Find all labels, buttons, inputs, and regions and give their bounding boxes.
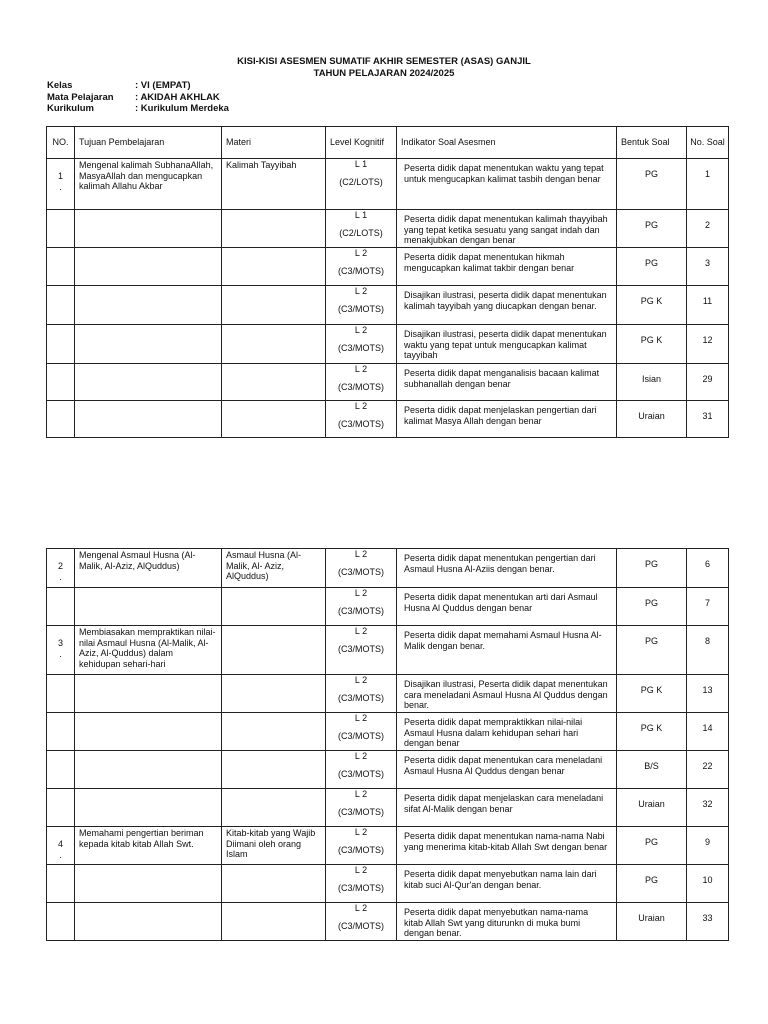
- level-cell: [326, 248, 397, 286]
- bentuk-cell-text: PG: [644, 598, 658, 608]
- bentuk-cell-text: PG: [644, 875, 658, 885]
- level-code: (C3/MOTS): [338, 605, 384, 616]
- nosoal-cell-text: 12: [702, 335, 713, 345]
- bentuk-cell: [617, 549, 687, 588]
- materi-cell: [222, 827, 326, 865]
- level-code: (C3/MOTS): [338, 303, 384, 314]
- row-number-text: 4 .: [57, 839, 63, 860]
- level-code: (C2/LOTS): [339, 176, 383, 187]
- indikator-cell-text: Peserta didik dapat memahami Asmaul Husna Al-Malik dengan benar.: [404, 630, 602, 651]
- col-header-bentuk: Bentuk Soal: [617, 127, 687, 159]
- table-row: [47, 751, 729, 789]
- col-header-tujuan: Tujuan Pembelajaran: [75, 127, 222, 159]
- bentuk-cell: [617, 588, 687, 626]
- indikator-cell: [397, 675, 617, 713]
- tujuan-cell-text: Mengenal kalimah SubhanaAllah, MasyaAllah dan mengucapkan kalimah Allahu Akbar: [79, 160, 214, 191]
- bentuk-cell: [617, 827, 687, 865]
- bentuk-cell: [617, 865, 687, 903]
- indikator-cell-text: Peserta didik dapat menyebutkan nama-nama kitab Allah Swt yang diturunkn di muka bumi dengan benar.: [404, 907, 589, 938]
- indikator-cell-text: Disajikan ilustrasi, peserta didik dapat menentukan waktu yang tepat untuk mengucapkan kalimat tayyibah: [404, 329, 607, 360]
- level-cell: [326, 675, 397, 713]
- tujuan-cell: [75, 713, 222, 751]
- nosoal-cell: [687, 675, 729, 713]
- level-cell: [326, 549, 397, 588]
- bentuk-cell-text: PG K: [640, 335, 663, 345]
- nosoal-cell-text: 31: [702, 411, 713, 421]
- nosoal-cell: [687, 549, 729, 588]
- level-cell: [326, 588, 397, 626]
- level-cell: [326, 364, 397, 401]
- indikator-cell: [397, 827, 617, 865]
- table-row: [47, 248, 729, 286]
- level-code: (C3/MOTS): [338, 418, 384, 429]
- table-row: [47, 364, 729, 401]
- level-code: (C3/MOTS): [338, 381, 384, 392]
- indikator-cell: [397, 325, 617, 364]
- indikator-cell: [397, 626, 617, 675]
- bentuk-cell-text: PG: [644, 636, 658, 646]
- materi-cell-text: Asmaul Husna (Al-Malik, Al- Aziz, AlQuddus): [226, 550, 302, 581]
- tujuan-cell: [75, 325, 222, 364]
- bentuk-cell-text: Isian: [641, 374, 661, 384]
- level-label: L 2: [354, 865, 368, 875]
- tujuan-cell: [75, 827, 222, 865]
- bentuk-cell: [617, 713, 687, 751]
- level-label: L 2: [354, 549, 368, 559]
- bentuk-cell: [617, 210, 687, 248]
- level-label: L 2: [354, 751, 368, 761]
- table-row: [47, 286, 729, 325]
- materi-cell: [222, 789, 326, 827]
- level-cell: [326, 325, 397, 364]
- row-number: [47, 865, 75, 903]
- bentuk-cell-text: Uraian: [638, 799, 665, 809]
- nosoal-cell: [687, 286, 729, 325]
- level-label: L 1: [354, 159, 368, 169]
- level-code: (C3/MOTS): [338, 730, 384, 741]
- document-meta: [47, 80, 229, 115]
- nosoal-cell-text: 2: [704, 220, 710, 230]
- tujuan-cell: [75, 159, 222, 210]
- nosoal-cell-text: 13: [702, 685, 713, 695]
- bentuk-cell: [617, 903, 687, 941]
- row-number: [47, 159, 75, 210]
- bentuk-cell-text: PG: [644, 220, 658, 230]
- meta-key: Kurikulum: [47, 103, 94, 114]
- bentuk-cell-text: PG K: [640, 723, 663, 733]
- level-label: L 2: [354, 325, 368, 335]
- nosoal-cell: [687, 401, 729, 438]
- table-row: [47, 903, 729, 941]
- level-cell: [326, 903, 397, 941]
- row-number: [47, 248, 75, 286]
- row-number: [47, 364, 75, 401]
- indikator-cell-text: Peserta didik dapat mempraktikkan nilai-nilai Asmaul Husna dalam kehidupan sehari hari dengan benar: [404, 717, 583, 748]
- tujuan-cell: [75, 364, 222, 401]
- materi-cell: [222, 325, 326, 364]
- materi-cell: [222, 159, 326, 210]
- level-label: L 2: [354, 789, 368, 799]
- level-label: L 2: [354, 401, 368, 411]
- level-label: L 2: [354, 675, 368, 685]
- tujuan-cell: [75, 401, 222, 438]
- table-row: [47, 865, 729, 903]
- materi-cell: [222, 248, 326, 286]
- col-header-materi: Materi: [222, 127, 326, 159]
- meta-key: Mata Pelajaran: [47, 91, 114, 103]
- level-label: L 1: [354, 210, 368, 220]
- materi-cell: [222, 364, 326, 401]
- bentuk-cell-text: PG K: [640, 296, 663, 306]
- row-number: [47, 210, 75, 248]
- col-header-level: Level Kognitif: [326, 127, 397, 159]
- row-number: [47, 903, 75, 941]
- document-title: KISI-KISI ASESMEN SUMATIF AKHIR SEMESTER (ASAS) GANJIL: [237, 56, 531, 67]
- tujuan-cell-text: Mengenal Asmaul Husna (Al-Malik, Al-Aziz, AlQuddus): [79, 550, 196, 571]
- nosoal-cell: [687, 827, 729, 865]
- kisi-kisi-table-2: [46, 548, 729, 941]
- indikator-cell-text: Peserta didik dapat menjelaskan pengertian dari kalimat Masya Allah dengan benar: [404, 405, 597, 426]
- materi-cell: [222, 903, 326, 941]
- tujuan-cell: [75, 751, 222, 789]
- indikator-cell: [397, 789, 617, 827]
- level-label: L 2: [354, 626, 368, 636]
- level-label: L 2: [354, 903, 368, 913]
- indikator-cell-text: Peserta didik dapat menentukan cara meneladani Asmaul Husna Al Quddus dengan benar: [404, 755, 603, 776]
- level-label: L 2: [354, 713, 368, 723]
- bentuk-cell: [617, 325, 687, 364]
- indikator-cell: [397, 286, 617, 325]
- meta-value: : AKIDAH AKHLAK: [135, 91, 220, 103]
- row-number-text: 2 .: [57, 561, 63, 582]
- level-code: (C3/MOTS): [338, 882, 384, 893]
- indikator-cell-text: Disajikan ilustrasi, peserta didik dapat menentukan kalimah tayyibah yang diucapkan dengan benar.: [404, 290, 607, 311]
- meta-row-mapel: [47, 92, 229, 104]
- bentuk-cell-text: B/S: [644, 761, 659, 771]
- col-header-nosoal: No. Soal: [687, 127, 729, 159]
- materi-cell: [222, 210, 326, 248]
- row-number: [47, 401, 75, 438]
- bentuk-cell-text: PG: [644, 559, 658, 569]
- bentuk-cell-text: PG: [644, 169, 658, 179]
- nosoal-cell-text: 29: [702, 374, 713, 384]
- indikator-cell-text: Peserta didik dapat menyebutkan nama lain dari kitab suci Al-Qur'an dengan benar.: [404, 869, 597, 890]
- nosoal-cell: [687, 751, 729, 789]
- nosoal-cell: [687, 903, 729, 941]
- row-number: [47, 286, 75, 325]
- row-number: [47, 751, 75, 789]
- nosoal-cell-text: 22: [702, 761, 713, 771]
- level-cell: [326, 751, 397, 789]
- nosoal-cell-text: 8: [704, 636, 710, 646]
- tujuan-cell-text: Membiasakan mempraktikan nilai-nilai Asmaul Husna (Al-Malik, Al-Aziz, Al-Quddus) dalam kehidupan sehari-hari: [79, 627, 216, 669]
- nosoal-cell-text: 3: [704, 258, 710, 268]
- level-cell: [326, 713, 397, 751]
- level-code: (C3/MOTS): [338, 844, 384, 855]
- row-number: [47, 827, 75, 865]
- bentuk-cell: [617, 789, 687, 827]
- indikator-cell-text: Peserta didik dapat menentukan nama-nama Nabi yang menerima kitab-kitab Allah Swt dengan benar: [404, 831, 608, 852]
- meta-value: : Kurikulum Merdeka: [135, 103, 229, 114]
- table-row: [47, 789, 729, 827]
- col-header-indikator: Indikator Soal Asesmen: [397, 127, 617, 159]
- nosoal-cell-text: 1: [704, 169, 710, 179]
- level-code: (C3/MOTS): [338, 692, 384, 703]
- nosoal-cell-text: 6: [704, 559, 710, 569]
- indikator-cell-text: Peserta didik dapat menentukan kalimah thayyibah yang tepat ketika sesuatu yang sangat indah dan menakjubkan dengan benar: [404, 214, 608, 245]
- level-code: (C2/LOTS): [339, 227, 383, 238]
- indikator-cell: [397, 713, 617, 751]
- bentuk-cell: [617, 364, 687, 401]
- tujuan-cell: [75, 210, 222, 248]
- table-row: [47, 675, 729, 713]
- row-number: [47, 713, 75, 751]
- kisi-kisi-table-1: [46, 126, 729, 438]
- row-number: [47, 789, 75, 827]
- tujuan-cell: [75, 588, 222, 626]
- level-cell: [326, 789, 397, 827]
- level-code: (C3/MOTS): [338, 566, 384, 577]
- indikator-cell-text: Peserta didik dapat menganalisis bacaan kalimat subhanallah dengan benar: [404, 368, 600, 389]
- indikator-cell: [397, 903, 617, 941]
- nosoal-cell: [687, 626, 729, 675]
- level-code: (C3/MOTS): [338, 643, 384, 654]
- table-row: [47, 827, 729, 865]
- bentuk-cell: [617, 401, 687, 438]
- row-number: [47, 325, 75, 364]
- row-number: [47, 626, 75, 675]
- bentuk-cell: [617, 751, 687, 789]
- level-cell: [326, 865, 397, 903]
- nosoal-cell: [687, 159, 729, 210]
- materi-cell: [222, 549, 326, 588]
- nosoal-cell: [687, 588, 729, 626]
- indikator-cell: [397, 549, 617, 588]
- indikator-cell: [397, 210, 617, 248]
- row-number-text: 1 .: [57, 171, 63, 192]
- indikator-cell: [397, 401, 617, 438]
- tujuan-cell: [75, 865, 222, 903]
- level-cell: [326, 626, 397, 675]
- meta-row-kelas: [47, 80, 229, 92]
- materi-cell-text: Kitab-kitab yang Wajib Diimani oleh orang Islam: [226, 828, 316, 859]
- table-row: [47, 549, 729, 588]
- indikator-cell: [397, 248, 617, 286]
- materi-cell: [222, 713, 326, 751]
- materi-cell: [222, 626, 326, 675]
- indikator-cell-text: Peserta didik dapat menentukan hikmah mengucapkan kalimat takbir dengan benar: [404, 252, 575, 273]
- nosoal-cell: [687, 865, 729, 903]
- materi-cell: [222, 751, 326, 789]
- materi-cell: [222, 401, 326, 438]
- level-cell: [326, 827, 397, 865]
- nosoal-cell: [687, 364, 729, 401]
- bentuk-cell: [617, 626, 687, 675]
- tujuan-cell: [75, 626, 222, 675]
- indikator-cell-text: Peserta didik dapat menentukan pengertian dari Asmaul Husna Al-Aziis dengan benar.: [404, 553, 596, 574]
- indikator-cell-text: Peserta didik dapat menentukan arti dari Asmaul Husna Al Quddus dengan benar: [404, 592, 598, 613]
- nosoal-cell-text: 11: [702, 296, 713, 306]
- bentuk-cell-text: PG K: [640, 685, 663, 695]
- indikator-cell: [397, 865, 617, 903]
- level-cell: [326, 401, 397, 438]
- bentuk-cell: [617, 248, 687, 286]
- materi-cell: [222, 675, 326, 713]
- bentuk-cell-text: Uraian: [638, 411, 665, 421]
- level-cell: [326, 210, 397, 248]
- nosoal-cell: [687, 210, 729, 248]
- table-row: [47, 325, 729, 364]
- tujuan-cell-text: Memahami pengertian beriman kepada kitab kitab Allah Swt.: [79, 828, 204, 849]
- nosoal-cell-text: 9: [704, 837, 710, 847]
- bentuk-cell: [617, 159, 687, 210]
- level-cell: [326, 286, 397, 325]
- nosoal-cell: [687, 248, 729, 286]
- level-code: (C3/MOTS): [338, 342, 384, 353]
- materi-cell: [222, 286, 326, 325]
- bentuk-cell: [617, 675, 687, 713]
- bentuk-cell-text: PG: [644, 258, 658, 268]
- table-row: [47, 713, 729, 751]
- nosoal-cell-text: 14: [702, 723, 713, 733]
- row-number-text: 3 .: [57, 638, 63, 659]
- meta-key: Kelas: [47, 80, 73, 91]
- tujuan-cell: [75, 789, 222, 827]
- table-row: [47, 626, 729, 675]
- tujuan-cell: [75, 675, 222, 713]
- indikator-cell: [397, 751, 617, 789]
- materi-cell-text: Kalimah Tayyibah: [226, 160, 297, 170]
- tujuan-cell: [75, 248, 222, 286]
- col-header-no: NO.: [47, 127, 75, 159]
- level-code: (C3/MOTS): [338, 806, 384, 817]
- row-number: [47, 549, 75, 588]
- materi-cell: [222, 865, 326, 903]
- nosoal-cell-text: 10: [702, 875, 713, 885]
- level-label: L 2: [354, 588, 368, 598]
- table-row: [47, 401, 729, 438]
- nosoal-cell: [687, 789, 729, 827]
- nosoal-cell: [687, 713, 729, 751]
- level-label: L 2: [354, 364, 368, 374]
- indikator-cell: [397, 588, 617, 626]
- table-row: [47, 159, 729, 210]
- document-subtitle: TAHUN PELAJARAN 2024/2025: [313, 68, 455, 79]
- nosoal-cell: [687, 325, 729, 364]
- nosoal-cell-text: 32: [702, 799, 713, 809]
- bentuk-cell-text: Uraian: [638, 913, 665, 923]
- nosoal-cell-text: 33: [702, 913, 713, 923]
- table-row: [47, 210, 729, 248]
- bentuk-cell: [617, 286, 687, 325]
- tujuan-cell: [75, 286, 222, 325]
- nosoal-cell-text: 7: [704, 598, 710, 608]
- indikator-cell-text: Peserta didik dapat menentukan waktu yang tepat untuk mengucapkan kalimat tasbih dengan benar: [404, 163, 604, 184]
- indikator-cell-text: Peserta didik dapat menjelaskan cara meneladani sifat Al-Malik dengan benar: [404, 793, 604, 814]
- level-label: L 2: [354, 286, 368, 296]
- tujuan-cell: [75, 549, 222, 588]
- level-cell: [326, 159, 397, 210]
- level-code: (C3/MOTS): [338, 920, 384, 931]
- tujuan-cell: [75, 903, 222, 941]
- table-row: [47, 588, 729, 626]
- bentuk-cell-text: PG: [644, 837, 658, 847]
- indikator-cell-text: Disajikan ilustrasi, Peserta didik dapat menentukan cara meneladani Asmaul Husna Al Quddus dengan benar.: [404, 679, 608, 710]
- row-number: [47, 588, 75, 626]
- level-code: (C3/MOTS): [338, 265, 384, 276]
- meta-row-kurikulum: [47, 103, 229, 115]
- meta-value: : VI (EMPAT): [135, 80, 191, 91]
- materi-cell: [222, 588, 326, 626]
- level-code: (C3/MOTS): [338, 768, 384, 779]
- row-number: [47, 675, 75, 713]
- level-label: L 2: [354, 827, 368, 837]
- indikator-cell: [397, 159, 617, 210]
- indikator-cell: [397, 364, 617, 401]
- level-label: L 2: [354, 248, 368, 258]
